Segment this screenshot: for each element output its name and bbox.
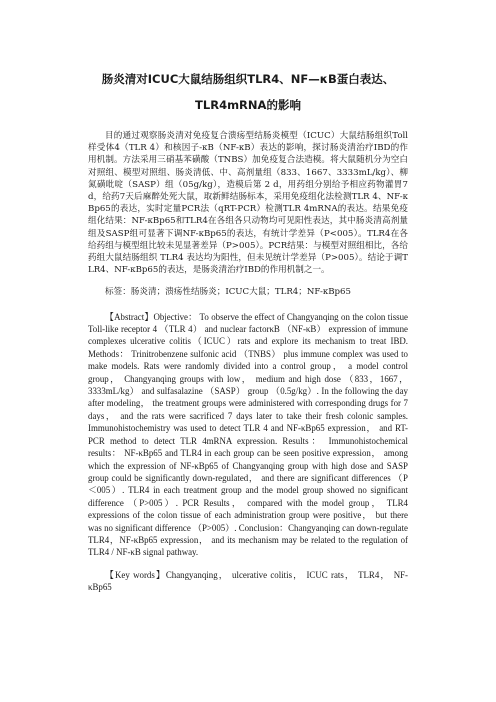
abstract-english: 【Abstract】Objective： To observe the effect of Changyanqing on the colon tissue Toll-like receptor 4 （TLR 4） and nuclear factorκB （NF-κB） expression of immune complexes ulcerative colitis（ICUC）rats and explore its mechanism to treat IBD. Methods： Trinitrobenzene sulfonic acid （TNBS） plus immune complex was used to make models. Rats were randomly divided into a control group， a model control group， Changyanqing groups with low， medium and high dose （833，1667， 3333mL/kg） and sulfasalazine （SASP） group （0.5g/kg）. In the following the day after modeling， the treatment groups were administered with corresponding drugs for 7 days， and the rats were sacrificed 7 days later to take their fresh colonic samples. Immunohistochemistry was used to detect TLR 4 and NF-κBp65 expression， and RT-PCR method to detect TLR 4mRNA expression. Results： Immunohistochemical results： NF-κBp65 and TLR4 in each group can be seen positive expression， among which the expression of NF-κBp65 of Changyanqing group with high dose and SASP group could be significantly down-regulated， and there are significant differences （P＜005）. TLR4 in each treatment group and the model group showed no significant difference （P>005）. PCR Results， compared with the model group， TLR4 expressions of the colon tissue of each administration group were positive， but there was no significant difference （P>005）. Conclusion：Changyanqing can down-regulate TLR4，NF-κBp65 expression， and its mechanism may be related to the regulation of TLR4 / NF-κB signal pathway. — [88, 311, 408, 558]
paper-title-line-2: TLR4mRNA的影响 — [195, 98, 301, 112]
keywords-english: 【Key words】Changyanqing， ulcerative colitis， ICUC rats， TLR4， NF-κBp65 — [88, 569, 408, 593]
abstract-chinese: 目的通过观察肠炎清对免疫复合溃疡型结肠炎模型（ICUC）大鼠结肠组织Toll样受体4（TLR 4）和核因子-κB（NF-κB）表达的影响，探讨肠炎清治疗IBD的作用机制。方法采用三硝基苯磺酸（TNBS）加免疫复合法造模。将大鼠随机分为空白对照组、模型对照组、肠炎清低、中、高剂量组（833、1667、3333mL/kg）、柳氮磺吡啶（SASP）组（05g/kg），造模后第 2 d，用药组分别给予相应药物灌胃7d，给药7天后麻醉处死大鼠，取新鲜结肠标本，采用免疫组化法检测TLR 4、NF-κBp65的表达，实时定量PCR法（qRT-PCR）检测TLR 4mRNA的表达。结果免疫组化结果：NF-κBp65和TLR4在各组各只动物均可见阳性表达，其中肠炎清高剂量组及SASP组可显著下调NF-κBp65的表达，有统计学差异（P<005）。TLR4在各给药组与模型组比较未见显著差异（P>005）。PCR结果：与模型对照组相比，各给药组大鼠结肠组织 TLR4 表达均为阳性，但未见统计学差异（P>005）。结论于调TLR4、NF-κBp65的表达，是肠炎清治疗IBD的作用机制之一。 — [88, 131, 408, 276]
keywords-chinese: 标签：肠炎清；溃疡性结肠炎；ICUC大鼠；TLR4；NF-κBp65 — [105, 287, 351, 298]
paper-title-line-1: 肠炎清对ICUC大鼠结肠组织TLR4、NF—κB蛋白表达、 — [101, 72, 395, 86]
